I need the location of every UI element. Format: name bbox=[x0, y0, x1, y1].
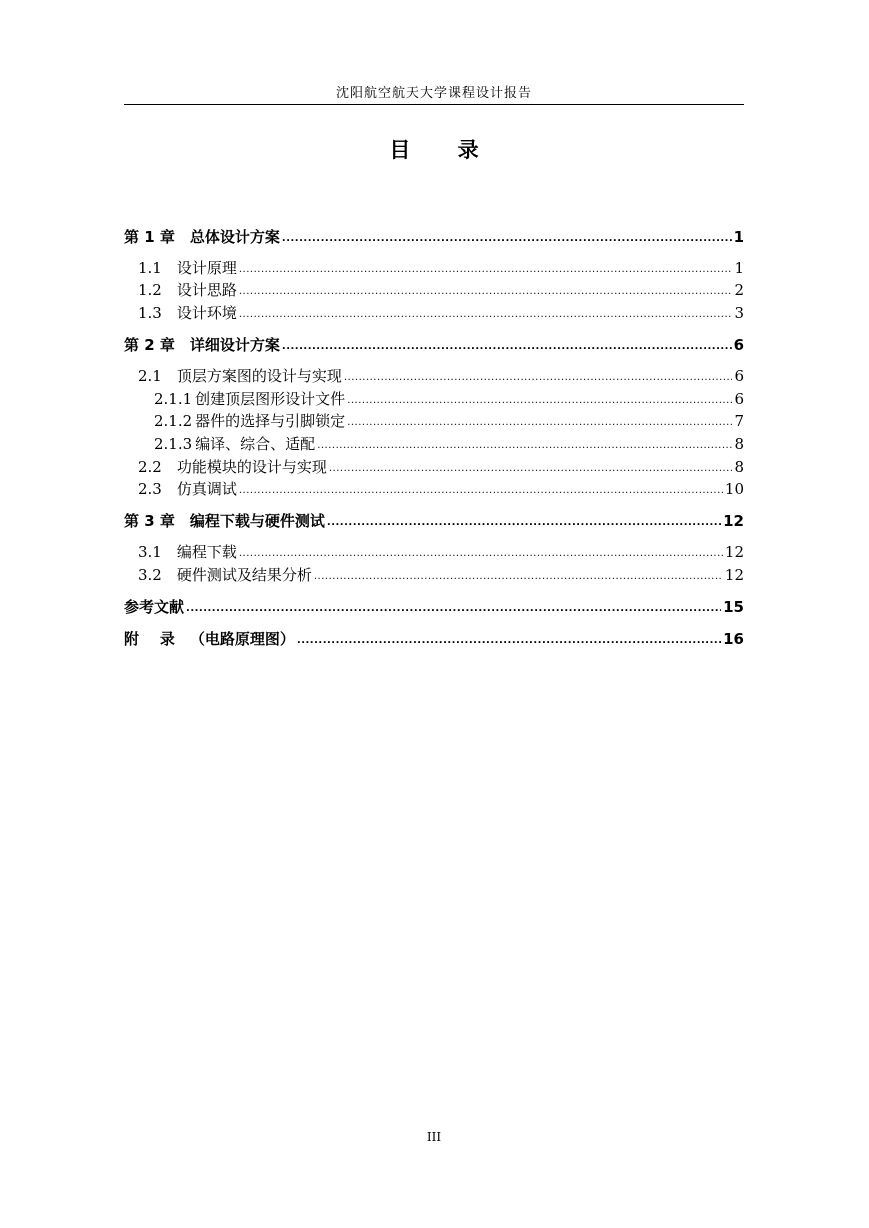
toc-entry-label: 编程下载与硬件测试 bbox=[189, 512, 325, 530]
toc-entry-number: 1.3 bbox=[138, 304, 162, 322]
toc-entry-page: 6 bbox=[733, 336, 744, 354]
page-number: III bbox=[426, 1130, 442, 1144]
toc-leader-dots bbox=[344, 369, 733, 387]
toc-entry-number: 2.1.2 bbox=[154, 412, 193, 430]
toc-entry-page: 16 bbox=[723, 630, 744, 648]
toc-entry[interactable] bbox=[124, 257, 744, 279]
toc-entry[interactable] bbox=[124, 365, 744, 387]
toc-entry-page: 12 bbox=[723, 512, 744, 530]
toc-entry-number: 3.1 bbox=[138, 543, 162, 561]
toc-leader-dots bbox=[186, 600, 721, 618]
toc-leader-dots bbox=[297, 632, 721, 650]
toc-entry-label: 详细设计方案 bbox=[189, 336, 280, 354]
toc-entry-label: 设计思路 bbox=[176, 281, 237, 299]
toc-entry-page: 1 bbox=[734, 259, 744, 277]
toc-leader-dots bbox=[347, 392, 732, 410]
toc-entry-number: 第 2 章 bbox=[124, 336, 175, 354]
toc-leader-dots bbox=[239, 482, 723, 500]
toc-entry-number: 2.1.1 bbox=[154, 390, 193, 408]
toc-entry-number: 2.1 bbox=[138, 367, 162, 385]
toc-entry[interactable] bbox=[124, 279, 744, 301]
toc-entry-label: 编译、综合、适配 bbox=[195, 435, 316, 453]
toc-entry-label: 功能模块的设计与实现 bbox=[176, 458, 327, 476]
toc-entry-label: 参考文献 bbox=[124, 598, 185, 616]
toc-entry[interactable] bbox=[124, 334, 744, 356]
toc-entry-label: 设计环境 bbox=[176, 304, 237, 322]
toc-leader-dots bbox=[317, 437, 732, 455]
toc-leader-dots bbox=[329, 460, 733, 478]
toc-entry-page: 12 bbox=[724, 566, 744, 584]
toc-entry-number: 3.2 bbox=[138, 566, 162, 584]
toc-entry[interactable] bbox=[124, 510, 744, 532]
toc-entry[interactable] bbox=[124, 541, 744, 563]
toc-title: 目 录 bbox=[389, 138, 479, 162]
toc-entry-label: 仿真调试 bbox=[176, 480, 237, 498]
toc-entry-number: 第 1 章 bbox=[124, 228, 175, 246]
toc-entry[interactable] bbox=[124, 596, 744, 618]
toc-entry-label: （电路原理图） bbox=[189, 630, 295, 648]
toc-entry-page: 2 bbox=[734, 281, 744, 299]
toc-entry[interactable] bbox=[124, 226, 744, 248]
toc-entry-number: 2.3 bbox=[138, 480, 162, 498]
toc-entry-page: 6 bbox=[734, 390, 744, 408]
toc-entry-label: 设计原理 bbox=[176, 259, 237, 277]
toc-entry-number: 1.1 bbox=[138, 259, 162, 277]
toc-entry-number: 2.1.3 bbox=[154, 435, 193, 453]
toc-leader-dots bbox=[327, 514, 721, 532]
toc-entry-label: 创建顶层图形设计文件 bbox=[195, 390, 346, 408]
toc-entry[interactable] bbox=[124, 410, 744, 432]
toc-leader-dots bbox=[314, 568, 723, 586]
toc-entry[interactable] bbox=[124, 628, 744, 650]
toc-leader-dots bbox=[239, 306, 733, 324]
toc-entry-page: 8 bbox=[734, 435, 744, 453]
toc-entry[interactable] bbox=[124, 456, 744, 478]
toc-entry-page: 12 bbox=[724, 543, 744, 561]
toc-entry-label: 硬件测试及结果分析 bbox=[176, 566, 312, 584]
toc-entry-label: 总体设计方案 bbox=[189, 228, 280, 246]
toc-entry-page: 7 bbox=[734, 412, 744, 430]
toc-entry-label: 顶层方案图的设计与实现 bbox=[176, 367, 342, 385]
toc-entry-number: 1.2 bbox=[138, 281, 162, 299]
toc-leader-dots bbox=[347, 414, 732, 432]
toc-leader-dots bbox=[282, 338, 732, 356]
toc-entry[interactable] bbox=[124, 564, 744, 586]
toc-leader-dots bbox=[239, 545, 723, 563]
toc-entry-page: 1 bbox=[733, 228, 744, 246]
toc-leader-dots bbox=[282, 230, 732, 248]
toc-entry-label: 器件的选择与引脚锁定 bbox=[195, 412, 346, 430]
toc-entry-number: 第 3 章 bbox=[124, 512, 175, 530]
toc-entry-page: 6 bbox=[734, 367, 744, 385]
toc-entry-number: 附 录 bbox=[124, 630, 175, 648]
toc-entry[interactable] bbox=[124, 388, 744, 410]
toc-entry[interactable] bbox=[124, 433, 744, 455]
page-header: 沈阳航空航天大学课程设计报告 bbox=[124, 82, 744, 105]
toc-leader-dots bbox=[239, 261, 733, 279]
toc-entry[interactable] bbox=[124, 302, 744, 324]
toc-entry-page: 8 bbox=[734, 458, 744, 476]
toc-leader-dots bbox=[239, 283, 733, 301]
toc-entry-page: 10 bbox=[724, 480, 744, 498]
toc-entry-label: 编程下载 bbox=[176, 543, 237, 561]
toc-entry-number: 2.2 bbox=[138, 458, 162, 476]
toc-entry[interactable] bbox=[124, 478, 744, 500]
toc-entry-page: 15 bbox=[723, 598, 744, 616]
toc-entry-page: 3 bbox=[734, 304, 744, 322]
